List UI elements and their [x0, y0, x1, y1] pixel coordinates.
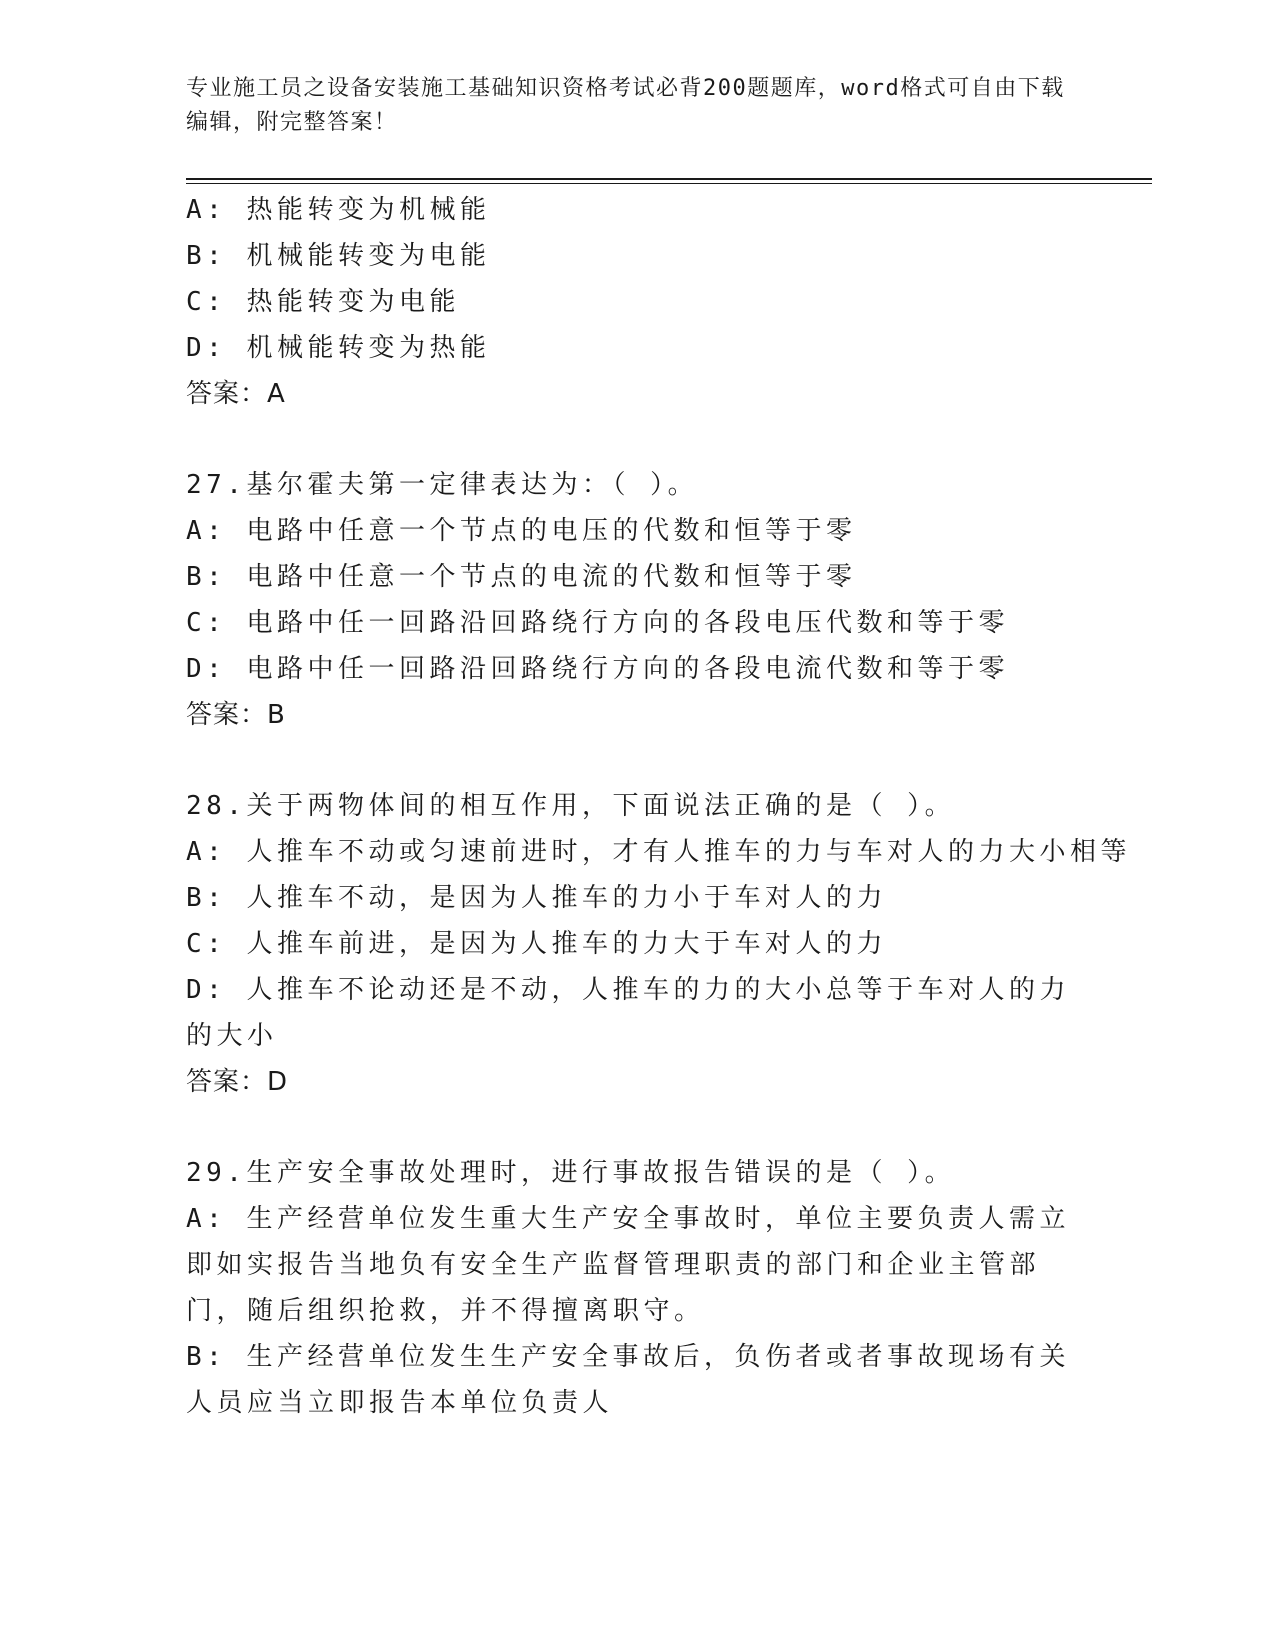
question-28: [186, 783, 1131, 1105]
header-rule-thin: [186, 183, 1152, 184]
question-stem: 29.生产安全事故处理时，进行事故报告错误的是（ ）。: [186, 1158, 956, 1188]
question-27: [186, 462, 1086, 738]
spacer: [186, 417, 1086, 462]
header-rule-thick: [186, 178, 1152, 180]
question-list: [186, 187, 1131, 1426]
option-c: C: 人推车前进，是因为人推车的力大于车对人的力: [186, 929, 887, 959]
answer: 答案：D: [186, 1067, 289, 1097]
answer: 答案：B: [186, 700, 286, 730]
document-header: 专业施工员之设备安装施工基础知识资格考试必背200题题库，word格式可自由下载编辑，附完整答案！: [186, 76, 1065, 135]
question-29: [186, 1150, 1086, 1426]
option-c: C: 电路中任一回路沿回路绕行方向的各段电压代数和等于零: [186, 608, 1009, 638]
option-d: D: 电路中任一回路沿回路绕行方向的各段电流代数和等于零: [186, 654, 1009, 684]
answer: 答案：A: [186, 379, 286, 409]
option-b: B: 电路中任意一个节点的电流的代数和恒等于零: [186, 562, 857, 592]
question-26: [186, 187, 1086, 417]
option-d: D: 机械能转变为热能: [186, 333, 491, 363]
option-b: B: 机械能转变为电能: [186, 241, 491, 271]
option-b: B: 生产经营单位发生生产安全事故后，负伤者或者事故现场有关人员应当立即报告本单位负责人: [186, 1342, 1070, 1418]
option-c: C: 热能转变为电能: [186, 287, 460, 317]
option-a: A: 人推车不动或匀速前进时，才有人推车的力与车对人的力大小相等: [186, 837, 1131, 867]
option-a: A: 热能转变为机械能: [186, 195, 491, 225]
option-a: A: 生产经营单位发生重大生产安全事故时，单位主要负责人需立即如实报告当地负有安全生产监督管理职责的部门和企业主管部门，随后组织抢救，并不得擅离职守。: [186, 1204, 1070, 1326]
spacer: [186, 1105, 1086, 1150]
question-stem: 27.基尔霍夫第一定律表达为：（ ）。: [186, 470, 699, 500]
question-stem: 28.关于两物体间的相互作用，下面说法正确的是（ ）。: [186, 791, 956, 821]
spacer: [186, 738, 1086, 783]
option-d: D: 人推车不论动还是不动，人推车的力的大小总等于车对人的力的大小: [186, 975, 1070, 1051]
option-b: B: 人推车不动，是因为人推车的力小于车对人的力: [186, 883, 887, 913]
option-a: A: 电路中任意一个节点的电压的代数和恒等于零: [186, 516, 857, 546]
